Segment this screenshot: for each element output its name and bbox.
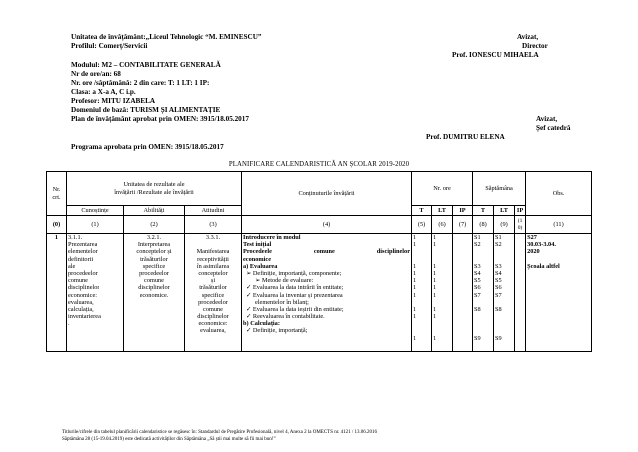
plan-title: PLANIFICARE CALENDARISTICĂ AN ȘCOLAR 2019-2020 [228, 161, 410, 168]
cunostinte-line: definitorii [68, 255, 94, 263]
cell-sapt-ip [515, 234, 526, 352]
col-num-0: (0) [47, 216, 67, 234]
sapt-t-value [474, 256, 492, 263]
cell-atitudini [185, 234, 242, 352]
obs-week: S27 [527, 234, 537, 241]
sapt-t-value: S6 [474, 284, 481, 292]
sapt-t-value [474, 327, 492, 334]
sapt-t-value: S4 [474, 269, 481, 277]
ore-t-value: 1 [413, 284, 417, 292]
ore-lt-value: 1 [433, 234, 437, 241]
atitudini-line: trăsăturilor [199, 284, 227, 292]
atitudini-line: comune [203, 305, 223, 313]
header-line-profile: Profilul: Comerț/Servicii [71, 42, 148, 50]
content-procedee-c: disciplinelor [376, 248, 411, 256]
col-ore-ip: IP [453, 206, 473, 216]
abilitati-line: comune [144, 277, 164, 285]
row-nr: 1 [47, 234, 67, 352]
ore-lt-value [433, 327, 451, 334]
cunostinte-line: evaluarea, [68, 298, 94, 306]
col-nr-crt: Nr. crt. [47, 172, 67, 216]
sapt-lt-value: S4 [495, 269, 502, 277]
atitudini-line: disciplinelor [197, 313, 229, 321]
content-eval-intrare: ✓ Evaluarea la data intrării în entitate; [246, 284, 344, 292]
ore-t-value: 1 [413, 234, 417, 241]
document-header [0, 0, 638, 160]
abilitati-line: economice. [139, 291, 169, 299]
content-metode: ➢ Metode de evaluare: [255, 277, 314, 285]
cell-cunostinte [67, 234, 124, 352]
abilitati-line: procedeelor [139, 269, 169, 277]
header-line-module: Modulul: M2 – CONTABILITATE GENERALĂ [71, 61, 221, 69]
header-row-1 [47, 172, 592, 206]
col-sapt-lt: LT [494, 206, 515, 216]
content-calc-definitie: ✓ Definiție, importanță; [246, 327, 308, 335]
ore-t-value: 1 [413, 277, 417, 285]
col-abilitati: Abilități [124, 206, 185, 216]
content-eval-iesire: ✓ Evaluarea la data ieșirii din entitate; [246, 305, 344, 313]
ore-t-value [413, 320, 430, 327]
cell-obs [526, 234, 592, 352]
sef-title: Șef catedră [536, 124, 571, 132]
atitudini-line: receptivității [197, 255, 229, 263]
sapt-lt-value: S9 [495, 334, 502, 342]
ore-t-value [413, 248, 430, 255]
ore-lt-value: 1 [433, 291, 437, 299]
abilitati-line: 3.2.1. [146, 234, 162, 241]
col-num-5: (5) [412, 216, 432, 234]
sapt-t-value: S8 [474, 305, 481, 313]
content-eval-bilant: elementelor în bilanț; [255, 298, 309, 306]
cell-abilitati [124, 234, 185, 352]
col-num-8: (8) [473, 216, 494, 234]
cell-ore-t [412, 234, 432, 352]
cunostinte-line: calculația, [68, 305, 94, 313]
obs-year: 2020 [527, 248, 540, 256]
col-num-4: (4) [242, 216, 412, 234]
sapt-lt-value [495, 327, 513, 334]
abilitati-line: trăsăturilor [140, 255, 168, 263]
cunostinte-line: 3.1.1. [68, 234, 83, 241]
column-number-row [47, 216, 592, 234]
ore-t-value: 1 [413, 291, 417, 299]
content-test: Test inițial [243, 241, 272, 249]
cell-ore-lt [432, 234, 453, 352]
ore-t-value [413, 256, 430, 263]
cunostinte-line: economice: [68, 291, 98, 299]
atitudini-line: Manifestarea [196, 248, 230, 256]
obs-blank [527, 256, 590, 263]
obs-dates: 30.03-3.04. [527, 241, 556, 249]
atitudini-line: și [210, 277, 216, 285]
sapt-t-value: S2 [474, 241, 481, 249]
sapt-t-value: S3 [474, 262, 481, 270]
ore-lt-value: 1 [433, 313, 437, 321]
sapt-t-value: S1 [474, 234, 481, 241]
cunostinte-line: Prezentarea [68, 241, 98, 249]
atitudini-line: procedeelor [198, 298, 228, 306]
table-row [47, 234, 592, 352]
col-sapt-ip: IP [515, 206, 526, 216]
header-line-domain: Domeniul de bază: TURISM ȘI ALIMENTAȚIE [71, 106, 221, 114]
content-evaluarea: a) Evaluarea [243, 262, 278, 270]
atitudini-line: evaluarea, [200, 327, 226, 335]
content-procedee-a: Procedeele [243, 248, 272, 256]
abilitati-line: conceptelor și [136, 248, 172, 256]
cunostinte-line: comune [68, 277, 88, 285]
ore-lt-value [433, 248, 451, 255]
content-intro: Introducere în modul [243, 234, 301, 241]
content-calculatia: b) Calculația: [243, 320, 280, 328]
col-sapt-t: T [473, 206, 494, 216]
header-line-school: Unitatea de învățământ:„Liceul Tehnologic “M. EMINESCU” [71, 33, 262, 41]
sapt-t-value: S7 [474, 291, 481, 299]
ore-t-value: 1 [413, 269, 417, 277]
header-line-hours-week: Nr. ore /săptămână: 2 din care: T: 1 LT: 1 IP: [71, 79, 210, 87]
sapt-lt-value: S7 [495, 291, 502, 299]
col-obs: Obs. [526, 172, 592, 216]
header-line-programa: Programa aprobata prin OMEN: 3915/18.05.2017 [71, 143, 224, 151]
abilitati-line: Interpretarea [137, 241, 171, 249]
sapt-lt-value: S6 [495, 284, 502, 292]
atitudini-line: specifice [201, 291, 225, 299]
col-nr-ore: Nr. ore [412, 172, 473, 206]
sapt-lt-value: S5 [495, 277, 502, 285]
cell-content [242, 234, 412, 352]
ore-lt-value: 1 [433, 334, 437, 342]
ore-t-value: 1 [413, 262, 417, 270]
cunostinte-line: inventarierea [68, 313, 101, 321]
col-unit-results-l2: învățării /Rezultate ale învățării [114, 188, 194, 196]
cell-sapt-t [473, 234, 494, 352]
sapt-lt-value [495, 299, 513, 306]
director-avizat: Avizat, [517, 33, 539, 41]
ore-lt-value: 1 [433, 284, 437, 292]
ore-lt-value [433, 256, 451, 263]
cunostinte-line: procedeelor [68, 269, 98, 277]
atitudini-line: 3.3.1. [205, 234, 221, 241]
sapt-lt-value: S1 [495, 234, 502, 241]
ore-lt-value: 1 [433, 241, 437, 249]
header-line-hours-year: Nr de ore/an: 68 [71, 70, 121, 78]
col-num-6: (6) [432, 216, 453, 234]
col-unit-results [67, 172, 242, 206]
content-procedee-b: comune [313, 248, 335, 256]
header-line-teacher: Profesor: MITU IZABELA [71, 97, 156, 105]
content-economice: economice [243, 255, 271, 263]
planning-table [46, 171, 592, 352]
cunostinte-line: ale [68, 262, 76, 270]
sef-name: Prof. DUMITRU ELENA [426, 133, 505, 141]
sapt-t-value [474, 320, 492, 327]
col-num-3: (3) [185, 216, 242, 234]
col-unit-results-l1: Unitatea de rezultate ale [123, 181, 185, 189]
ore-t-value [413, 299, 430, 306]
ore-lt-value [433, 320, 451, 327]
sapt-t-value: S9 [474, 334, 481, 342]
col-num-2: (2) [124, 216, 185, 234]
ore-t-value: 1 [413, 241, 417, 249]
sapt-t-value [474, 313, 492, 320]
sapt-t-value [474, 248, 492, 255]
col-num-11: (11) [526, 216, 592, 234]
col-ore-t: T [412, 206, 432, 216]
ore-t-value: 1 [413, 313, 417, 321]
col-ore-lt: LT [432, 206, 453, 216]
sapt-lt-value [495, 256, 513, 263]
sapt-t-value: S5 [474, 277, 481, 285]
abilitati-line: specifice [142, 262, 166, 270]
ore-lt-value [433, 299, 451, 306]
atitudini-line: economice: [198, 320, 228, 328]
col-saptamana: Săptămâna [473, 172, 526, 206]
ore-t-value: 1 [413, 305, 417, 313]
content-reevaluarea: ✓ Reevaluarea în contabilitate. [246, 313, 325, 321]
cunostinte-line: disciplinelor [68, 284, 100, 292]
content-eval-inventar: ✓ Evaluarea la inventar și prezentarea [246, 291, 343, 299]
sapt-lt-value [495, 313, 513, 320]
sapt-lt-value: S3 [495, 262, 502, 270]
col-content: Conținuturile învățării [242, 172, 412, 216]
col-num-7: (7) [453, 216, 473, 234]
ore-lt-value: 1 [433, 262, 437, 270]
ore-t-value [413, 327, 430, 334]
col-cunostinte: Cunoștințe [67, 206, 124, 216]
cunostinte-line: elementelor [68, 248, 98, 256]
footnote-standard: Titlurile/cifrele din tabelul planificării calendaristice se regăsesc în: Standardul de Pregătire Profesională, nivel 4, Anexa 2 la OMECTS nr. 4121 / 13.06.2016 [62, 430, 378, 435]
ore-lt-value: 1 [433, 305, 437, 313]
director-title: Director [522, 42, 548, 50]
header-line-plan: Plan de învățământ aprobat prin OMEN: 3915/18.05.2017 [71, 115, 249, 123]
col-num-1: (1) [67, 216, 124, 234]
sef-avizat: Avizat, [536, 115, 558, 123]
sapt-t-value [474, 299, 492, 306]
ore-t-value: 1 [413, 334, 417, 342]
content-definitie: ➢ Definiție, importanță, componente; [246, 269, 342, 277]
cell-ore-ip [453, 234, 473, 352]
cell-sapt-lt [494, 234, 515, 352]
atitudini-line: în asimilarea [196, 262, 230, 270]
atitudini-line: conceptelor [198, 269, 228, 277]
ore-lt-value: 1 [433, 269, 437, 277]
cunostinte-line: . [68, 320, 70, 328]
obs-note: Școala altfel [527, 262, 560, 270]
footnote-week28: Săptămâna 28 (15-19.04.2019) este dedicată activităților din Săptămâna „Să știi mai multe să fii mai bun!” [62, 437, 276, 442]
col-num-9: (9) [494, 216, 515, 234]
abilitati-line: disciplinelor [138, 284, 170, 292]
sapt-lt-value: S2 [495, 241, 502, 249]
sapt-lt-value [495, 320, 513, 327]
director-name: Prof. IONESCU MIHAELA [452, 51, 539, 59]
col-num-10: (10) [515, 216, 526, 234]
sapt-lt-value [495, 248, 513, 255]
content-procedee [243, 248, 410, 255]
ore-lt-value: 1 [433, 277, 437, 285]
col-atitudini: Atitudini [185, 206, 242, 216]
sapt-lt-value: S8 [495, 305, 502, 313]
header-line-class: Clasa: a X-a A, C i.p. [71, 88, 136, 96]
